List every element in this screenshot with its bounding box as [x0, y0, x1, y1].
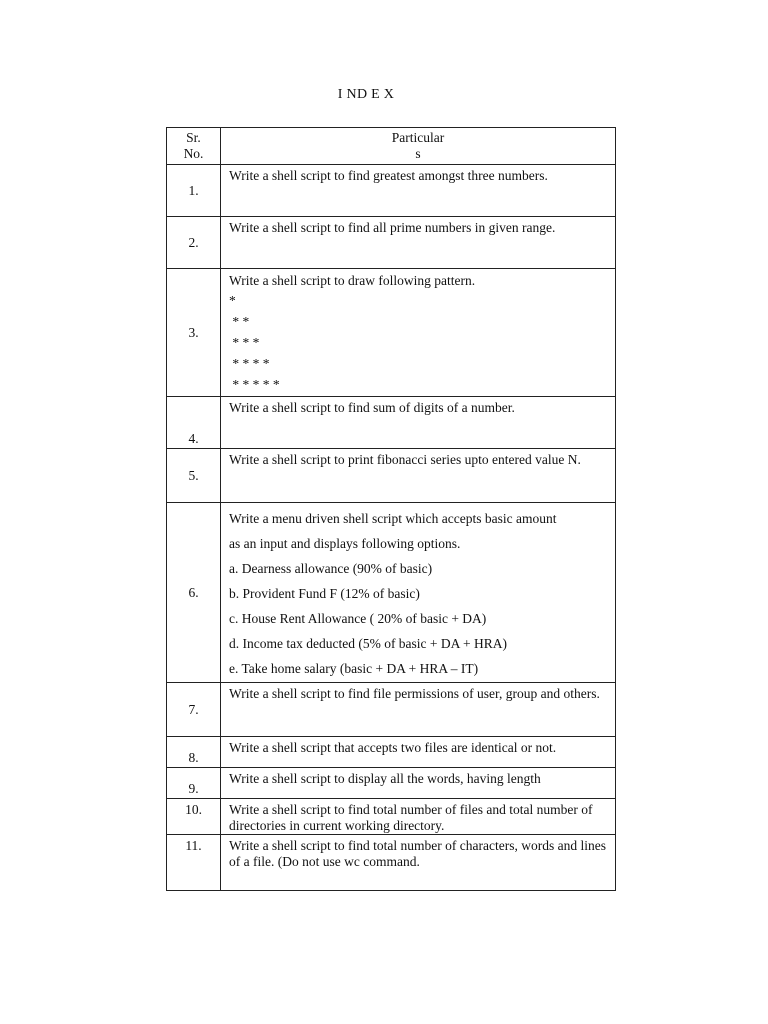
pattern-line: * *: [229, 314, 250, 329]
row-sr-number: 5.: [167, 449, 221, 503]
menu-option-b: b. Provident Fund F (12% of basic): [229, 586, 420, 601]
row-sr-number: 4.: [167, 397, 221, 449]
menu-option-c: c. House Rent Allowance ( 20% of basic + DA): [229, 611, 487, 626]
index-table: [166, 127, 616, 891]
table-row: [167, 799, 616, 835]
table-row: [167, 269, 616, 397]
pattern-line: * * *: [229, 335, 260, 350]
row-sr-number: 2.: [167, 217, 221, 269]
row-sr-number: 8.: [167, 737, 221, 768]
row-particular: Write a shell script to find sum of digits of a number.: [221, 397, 616, 449]
menu-option-d: d. Income tax deducted (5% of basic + DA + HRA): [229, 636, 508, 651]
row-particular: Write a shell script to display all the words, having length: [221, 768, 616, 799]
row-sr-number: 3.: [167, 269, 221, 397]
row-particular: Write a shell script to print fibonacci series upto entered value N.: [221, 449, 616, 503]
table-row: [167, 165, 616, 217]
pattern-line: * * * *: [229, 356, 270, 371]
header-sr-no: [167, 128, 221, 165]
row-sr-number: 7.: [167, 683, 221, 737]
row-sr-number: 6.: [167, 503, 221, 683]
row-particular: Write a menu driven shell script which accepts basic amount: [229, 511, 557, 526]
header-sr-line1: Sr.: [186, 130, 201, 145]
row-particular: Write a shell script to find total number of characters, words and lines of a file. (Do not use wc command.: [221, 835, 616, 891]
table-row: [167, 835, 616, 891]
header-particulars-line2: s: [415, 146, 421, 161]
row-particular: Write a shell script to find total number of files and total number of directories in current working directory.: [221, 799, 616, 835]
table-row: [167, 737, 616, 768]
header-sr-line2: No.: [183, 146, 204, 161]
header-particulars-line1: Particular: [391, 130, 445, 145]
menu-option-e: e. Take home salary (basic + DA + HRA – IT): [229, 661, 479, 676]
pattern-line: *: [229, 293, 236, 308]
table-row: [167, 768, 616, 799]
page-title: I ND E X: [337, 87, 395, 102]
table-row: [167, 683, 616, 737]
row-particular: Write a shell script to find greatest amongst three numbers.: [221, 165, 616, 217]
row-sr-number: 11.: [167, 835, 221, 891]
row-particular: Write a shell script to find all prime numbers in given range.: [221, 217, 616, 269]
table-row: [167, 397, 616, 449]
table-row: [167, 217, 616, 269]
table-row: [167, 503, 616, 683]
row-particular: Write a shell script to find file permissions of user, group and others.: [221, 683, 616, 737]
menu-option-a: a. Dearness allowance (90% of basic): [229, 561, 433, 576]
header-particulars: [221, 128, 616, 165]
row-particular-menu: [221, 503, 616, 683]
row-sr-number: 9.: [167, 768, 221, 799]
row-particular-pattern: [221, 269, 616, 397]
table-row: [167, 449, 616, 503]
menu-line: as an input and displays following options.: [229, 536, 461, 551]
row-sr-number: 10.: [167, 799, 221, 835]
table-header-row: [167, 128, 616, 165]
row-sr-number: 1.: [167, 165, 221, 217]
row-particular: Write a shell script that accepts two files are identical or not.: [221, 737, 616, 768]
pattern-line: * * * * *: [229, 377, 280, 392]
row-particular: Write a shell script to draw following pattern.: [229, 273, 476, 288]
